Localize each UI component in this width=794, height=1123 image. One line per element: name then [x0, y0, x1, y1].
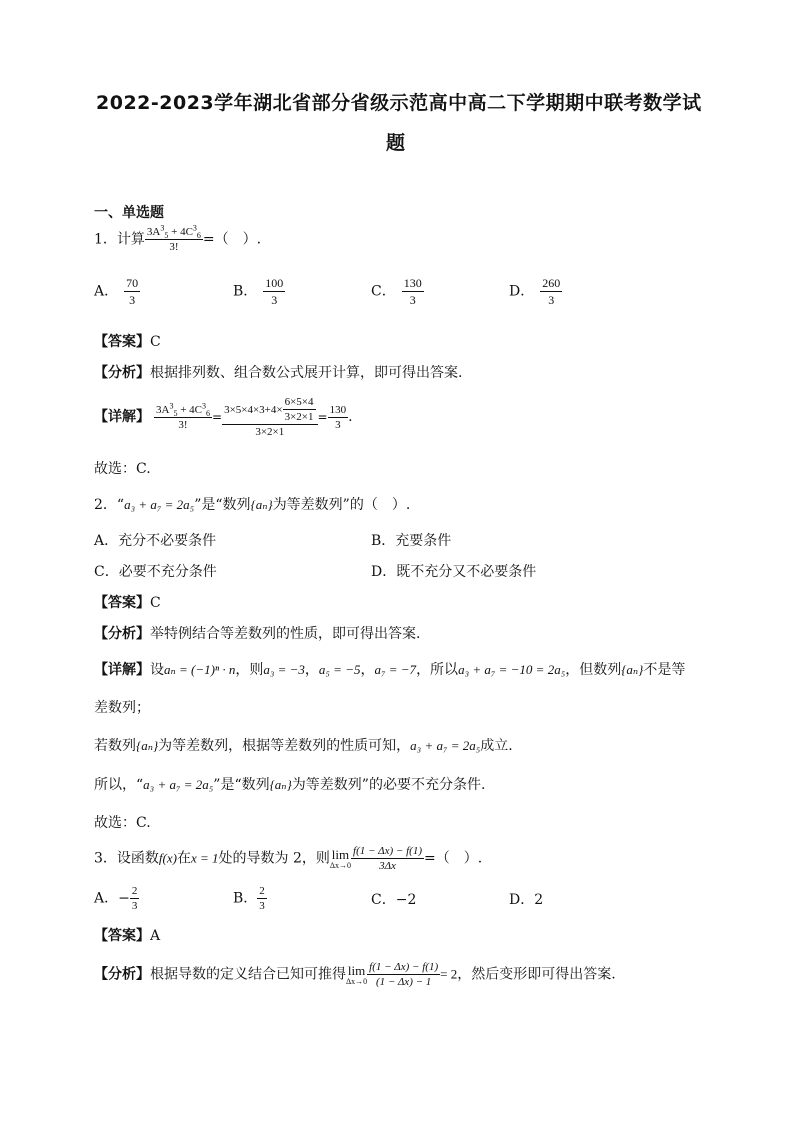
- question-3: 3．设函数f(x)在x = 1处的导数为 2，则 lim Δx→0 $\frac{f(1 - \Delta x) - f(1)}{3\Delta x}$ =（ ）.: [94, 845, 483, 872]
- q1-suffix: =（ ）.: [202, 231, 262, 248]
- q1-expression: $\frac{3A^3_5 + 4C^3_6}{3!}$: [146, 223, 201, 253]
- q3-analysis: 【分析】根据导数的定义结合已知可推得 lim Δx→0 $\frac{f(1 - \Delta x) - f(1)}{(1 - \Delta x) - 1}$ = 2，然后变形即可得出答案.: [94, 961, 616, 988]
- q2-option-c: C．必要不充分条件: [94, 564, 217, 580]
- question-2: 2．“a₃ + a₇ = 2a₅”是“数列{aₙ}为等差数列”的（ ）.: [94, 497, 411, 513]
- q1-detail: 【详解】 $\frac{3A^3_5 + 4C^3_6}{3!}$ = 3×5×4×3+4× $\frac{6\times 5\times 4}{3\times 2\times 1}$ 3×2×1 = $\frac{130}{3}$ .: [94, 396, 353, 438]
- q2-detail-line2: 差数列；: [94, 700, 150, 716]
- page-title: 2022-2023学年湖北省部分省级示范高中高二下学期期中联考数学试: [96, 92, 702, 114]
- q2-detail-line4: 所以，“a₃ + a₇ = 2a₅”是“数列{aₙ}为等差数列”的必要不充分条件.: [94, 777, 486, 793]
- q1-prefix: 1．计算: [94, 231, 145, 248]
- q2-detail-line3: 若数列{aₙ}为等差数列，根据等差数列的性质可知，a₃ + a₇ = 2a₅成立.: [94, 738, 513, 754]
- section-heading: 一、单选题: [94, 205, 164, 221]
- q1-option-a: A． $\frac{70}{3}$: [94, 276, 139, 307]
- q2-choose: 故选：C.: [94, 815, 151, 831]
- q2-analysis: 【分析】举特例结合等差数列的性质，即可得出答案.: [94, 626, 421, 642]
- question-1: [94, 223, 262, 253]
- q1-answer: 【答案】C: [94, 334, 161, 350]
- q3-option-b: B． $\frac{2}{3}$: [233, 885, 265, 912]
- q2-option-d: D．既不充分又不必要条件: [371, 564, 537, 580]
- q3-option-d: D．2: [509, 892, 544, 908]
- q1-option-c: C． $\frac{130}{3}$: [371, 276, 422, 307]
- q3-option-a: A．− $\frac{2}{3}$: [94, 885, 138, 912]
- q1-option-d: D． $\frac{260}{3}$: [509, 276, 561, 307]
- q1-analysis: 【分析】根据排列数、组合数公式展开计算，即可得出答案.: [94, 365, 463, 381]
- q3-answer: 【答案】A: [94, 928, 161, 944]
- q1-choose: 故选：C.: [94, 461, 151, 477]
- q2-detail-line1: 【详解】设aₙ = (−1)ⁿ · n，则a₃ = −3，a₅ = −5，a₇ = −7，所以a₃ + a₇ = −10 = 2a₅，但数列{aₙ}不是等: [94, 662, 686, 678]
- q2-option-a: A．充分不必要条件: [94, 533, 217, 549]
- q3-option-c: C．−2: [371, 892, 417, 908]
- page-title-continued: 题: [386, 132, 406, 154]
- q2-answer: 【答案】C: [94, 595, 161, 611]
- q2-option-b: B．充要条件: [371, 533, 452, 549]
- q1-option-b: B． $\frac{100}{3}$: [233, 276, 284, 307]
